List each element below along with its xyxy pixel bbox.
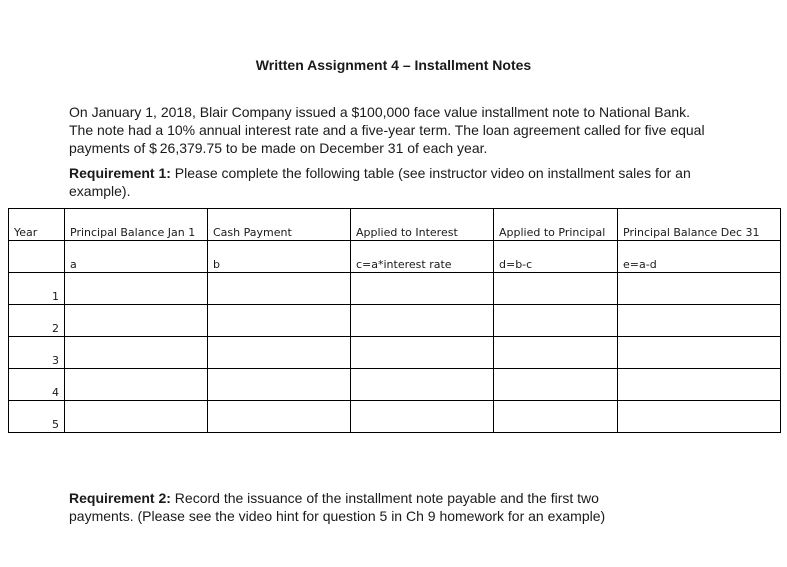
- requirement-1-label: Requirement 1:: [69, 165, 171, 181]
- empty-cell: [494, 401, 618, 433]
- requirement-2-text: Record the issuance of the installment note payable and the first two: [170, 490, 599, 506]
- empty-cell: [208, 337, 351, 369]
- empty-cell: [618, 273, 781, 305]
- empty-cell: [208, 305, 351, 337]
- year-cell: 5: [9, 401, 65, 433]
- empty-cell: [65, 273, 208, 305]
- empty-cell: [65, 401, 208, 433]
- empty-cell: [208, 273, 351, 305]
- empty-cell: [208, 401, 351, 433]
- formula-cell: [9, 241, 65, 273]
- column-header-applied-interest: Applied to Interest: [351, 209, 494, 241]
- requirement-1: [69, 164, 729, 200]
- intro-paragraph: [69, 103, 729, 157]
- year-cell: 1: [9, 273, 65, 305]
- requirement-1-text-cont: example).: [69, 183, 131, 199]
- formula-cell: a: [65, 241, 208, 273]
- empty-cell: [618, 305, 781, 337]
- formula-cell: b: [208, 241, 351, 273]
- table-row: [9, 305, 781, 337]
- empty-cell: [618, 337, 781, 369]
- empty-cell: [494, 369, 618, 401]
- empty-cell: [65, 369, 208, 401]
- column-header-cash-payment: Cash Payment: [208, 209, 351, 241]
- empty-cell: [351, 369, 494, 401]
- table-row: [9, 369, 781, 401]
- empty-cell: [494, 337, 618, 369]
- intro-line: The note had a 10% annual interest rate and a five-year term. The loan agreement called for five equal: [69, 122, 705, 138]
- year-cell: 4: [9, 369, 65, 401]
- requirement-2-label: Requirement 2:: [69, 490, 171, 506]
- empty-cell: [351, 273, 494, 305]
- year-cell: 3: [9, 337, 65, 369]
- formula-row: [9, 241, 781, 273]
- empty-cell: [618, 369, 781, 401]
- document-title: Written Assignment 4 – Installment Notes: [255, 57, 532, 73]
- amortization-table: [8, 208, 781, 433]
- table-row: [9, 273, 781, 305]
- empty-cell: [494, 305, 618, 337]
- requirement-1-text: Please complete the following table (see instructor video on installment sales for an: [170, 165, 691, 181]
- column-header-principal-dec31: Principal Balance Dec 31: [618, 209, 781, 241]
- intro-line: payments of $ 26,379.75 to be made on December 31 of each year.: [69, 140, 488, 156]
- empty-cell: [618, 401, 781, 433]
- requirement-2-text-cont: payments. (Please see the video hint for question 5 in Ch 9 homework for an example): [69, 508, 606, 524]
- formula-cell: c=a*interest rate: [351, 241, 494, 273]
- empty-cell: [494, 273, 618, 305]
- empty-cell: [351, 337, 494, 369]
- empty-cell: [351, 305, 494, 337]
- intro-line: On January 1, 2018, Blair Company issued a $100,000 face value installment note to National Bank.: [69, 104, 691, 120]
- empty-cell: [65, 305, 208, 337]
- column-header-applied-principal: Applied to Principal: [494, 209, 618, 241]
- column-header-year: Year: [9, 209, 65, 241]
- column-header-principal-jan1: Principal Balance Jan 1: [65, 209, 208, 241]
- table-row: [9, 337, 781, 369]
- requirement-2: [69, 489, 729, 525]
- empty-cell: [351, 401, 494, 433]
- empty-cell: [65, 337, 208, 369]
- formula-cell: e=a-d: [618, 241, 781, 273]
- empty-cell: [208, 369, 351, 401]
- formula-cell: d=b-c: [494, 241, 618, 273]
- table-header-row: [9, 209, 781, 241]
- year-cell: 2: [9, 305, 65, 337]
- table-row: [9, 401, 781, 433]
